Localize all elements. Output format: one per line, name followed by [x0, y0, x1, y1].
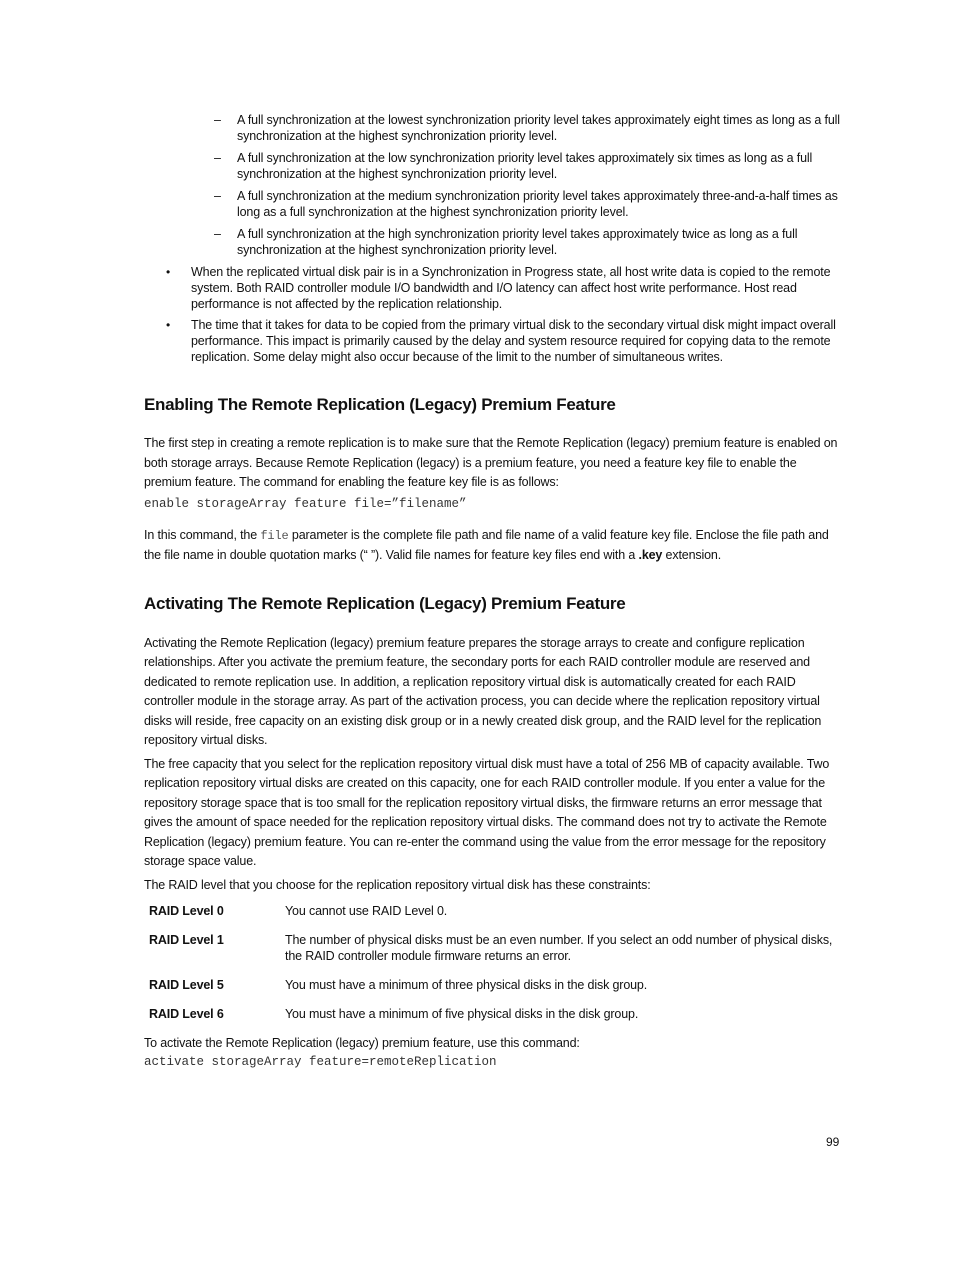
section2-paragraph-4: To activate the Remote Replication (legacy) premium feature, use this command:	[144, 1036, 580, 1050]
dash-mark: –	[214, 151, 221, 165]
raid-level-text: You must have a minimum of three physical disks in the disk group.	[285, 978, 648, 992]
dash-item	[144, 188, 844, 220]
dash-item-text: A full synchronization at the medium synchronization priority level takes approximately three-and-a-half times as long as a full synchronization at the highest synchronization priority level.	[237, 189, 838, 219]
raid-level-label: RAID Level 5	[149, 978, 224, 992]
dash-mark: –	[214, 113, 221, 127]
bullet-item	[144, 317, 844, 365]
para-text: extension.	[662, 548, 722, 562]
table-row	[144, 903, 844, 932]
dash-item	[144, 226, 844, 258]
section2-paragraph-1: Activating the Remote Replication (legacy) premium feature prepares the storage arrays to create and configure replication relationships. After you activate the premium feature, the secondary ports for each RAID controller module are reserved and dedicated to remote replication use. In addition, a replication repository virtual disk is automatically created for each RAID controller module in the storage array. As part of the activation process, you can decide where the replication repository virtual disks will reside, free capacity on an existing disk group or in a newly created disk group, and the RAID level for the replication repository virtual disks.	[144, 635, 822, 747]
bullet-list	[144, 264, 844, 365]
bullet-item-text: When the replicated virtual disk pair is in a Synchronization in Progress state, all host write data is copied to the remote system. Both RAID controller module I/O bandwidth and I/O latency can affect host write performance. Host read performance is not affected by the replication relationship.	[191, 265, 831, 311]
section-heading-enabling: Enabling The Remote Replication (Legacy) Premium Feature	[144, 395, 616, 414]
table-row	[144, 932, 844, 977]
enable-command: enable storageArray feature file=”filename”	[144, 496, 467, 511]
raid-level-text: The number of physical disks must be an even number. If you select an odd number of physical disks, the RAID controller module firmware returns an error.	[285, 933, 833, 963]
bullet-item-text: The time that it takes for data to be copied from the primary virtual disk to the secondary virtual disk might impact overall performance. This impact is primarily caused by the delay and system resource required for copying data to the remote replication. Some delay might also occur because of the limit to the number of simultaneous writes.	[191, 318, 836, 364]
table-row	[144, 1006, 844, 1035]
bullet-mark: •	[166, 265, 171, 279]
raid-level-label: RAID Level 0	[149, 904, 224, 918]
dash-item-text: A full synchronization at the lowest synchronization priority level takes approximately eight times as long as a full synchronization at the highest synchronization priority level.	[237, 113, 840, 143]
raid-level-label: RAID Level 1	[149, 933, 224, 947]
file-parameter-code: file	[260, 528, 289, 543]
section1-paragraph: The first step in creating a remote replication is to make sure that the Remote Replication (legacy) premium feature is enabled on both storage arrays. Because Remote Replication (legacy) is a premium feature, you need a feature key file to enable the premium feature. The command for enabling the feature key file is as follows:	[144, 436, 838, 489]
para-text: parameter is the complete file path and file name of a valid feature key file. Enclose the file path and the file name in double quotation marks (“ ”). Valid file names for feature key files end with a	[144, 527, 829, 562]
para-text: In this command, the	[144, 527, 261, 542]
raid-level-text: You cannot use RAID Level 0.	[285, 904, 448, 918]
bullet-mark: •	[166, 318, 171, 332]
dash-list	[144, 112, 844, 258]
dash-item	[144, 112, 844, 144]
dash-mark: –	[214, 189, 221, 203]
activate-command: activate storageArray feature=remoteReplication	[144, 1055, 497, 1069]
section2-paragraph-2: The free capacity that you select for the replication repository virtual disk must have a total of 256 MB of capacity available. Two replication repository virtual disks are created on this capacity, one for each RAID controller module. If you enter a value for the repository storage space that is too small for the replication repository virtual disks, the firmware returns an error message that gives the amount of space needed for the replication repository virtual disks. The command does not try to activate the Remote Replication (legacy) premium feature. You can re-enter the command using the value from the error message for the repository storage space value.	[144, 756, 830, 868]
page-content	[144, 112, 844, 1070]
section2-paragraph-3: The RAID level that you choose for the replication repository virtual disk has these constraints:	[144, 877, 651, 892]
table-row	[144, 977, 844, 1006]
dash-mark: –	[214, 227, 221, 241]
raid-level-text: You must have a minimum of five physical disks in the disk group.	[285, 1007, 639, 1021]
key-extension: .key	[638, 548, 663, 562]
section-heading-activating: Activating The Remote Replication (Legacy) Premium Feature	[144, 593, 626, 613]
section1-paragraph-2	[144, 526, 844, 566]
dash-item-text: A full synchronization at the low synchronization priority level takes approximately six times as long as a full synchronization at the highest synchronization priority level.	[237, 151, 813, 181]
raid-level-label: RAID Level 6	[149, 1007, 224, 1021]
dash-item	[144, 150, 844, 182]
raid-constraints-table	[144, 903, 844, 1035]
bullet-item	[144, 264, 844, 312]
page-number: 99	[826, 1135, 840, 1149]
dash-item-text: A full synchronization at the high synchronization priority level takes approximately twice as long as a full synchronization at the highest synchronization priority level.	[237, 227, 798, 257]
